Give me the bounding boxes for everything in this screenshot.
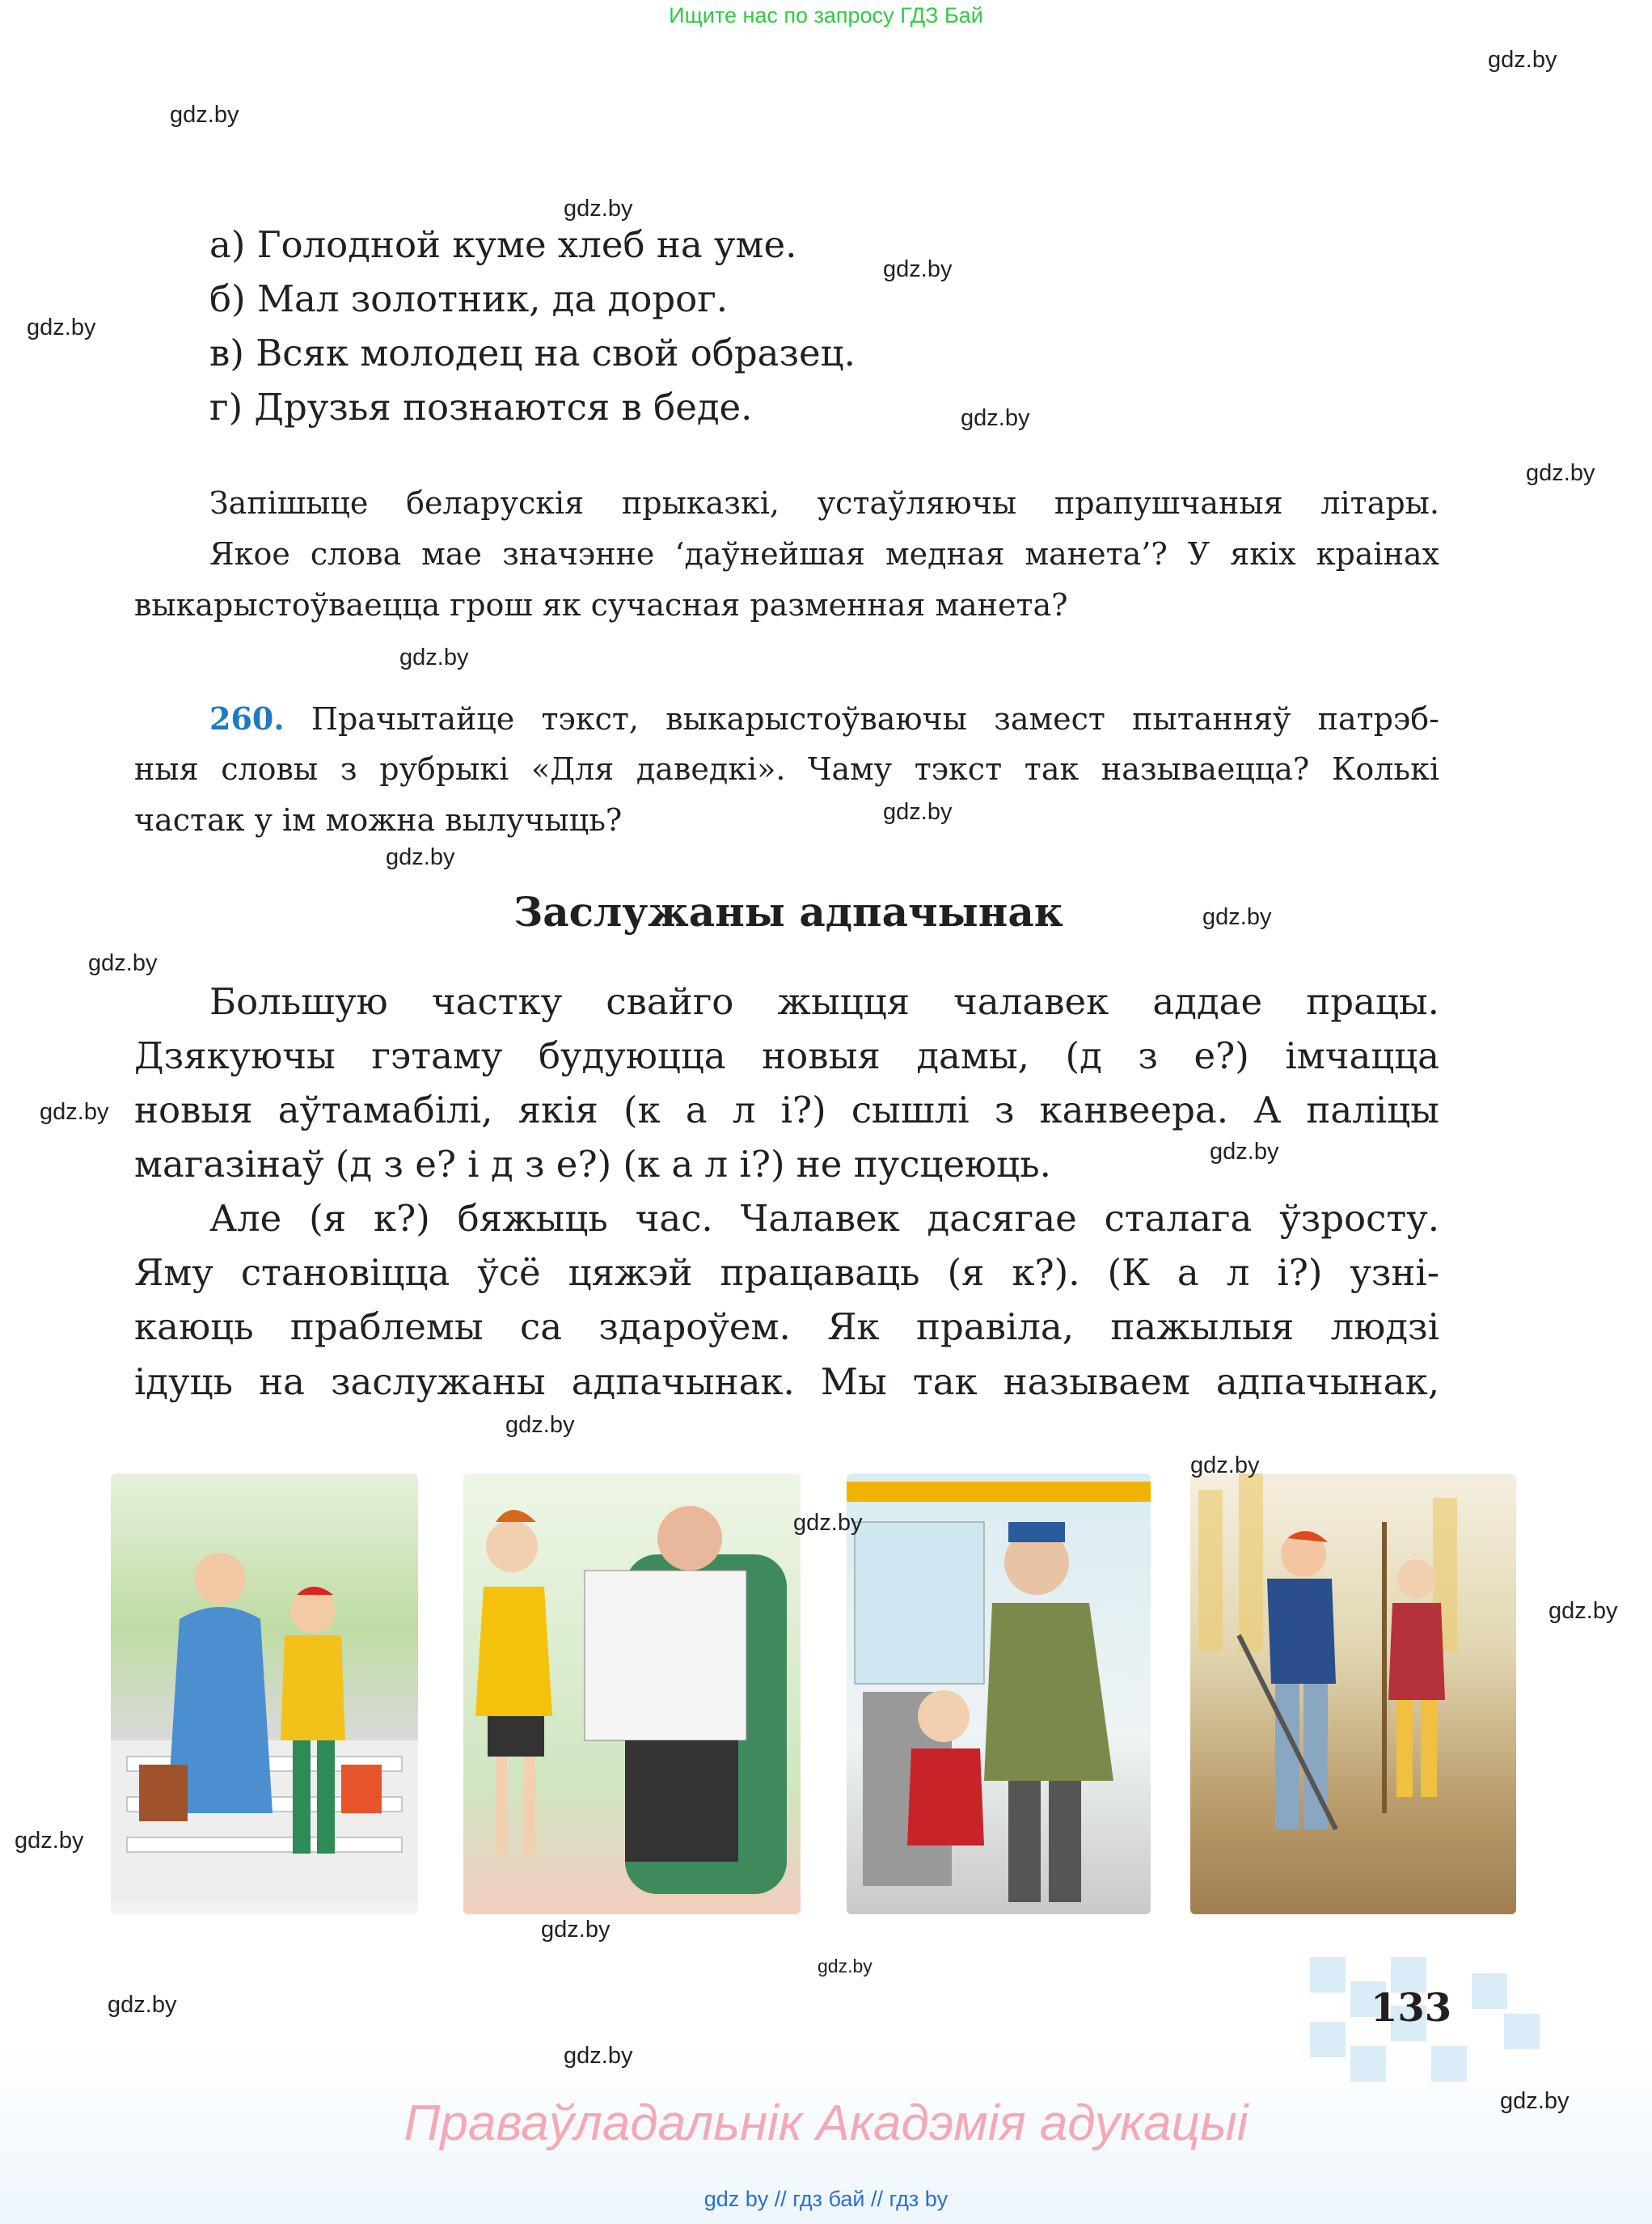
illustration-grandmother-crossing bbox=[111, 1474, 418, 1914]
exercise-line: частак у ім можна вылучыць? bbox=[134, 802, 623, 838]
text-line: магазінаў (д з е? і д з е?) (к а л і?) не пусцеюць. bbox=[134, 1143, 1051, 1186]
watermark: gdz.by bbox=[40, 1099, 109, 1125]
watermark: gdz.by bbox=[15, 1828, 84, 1854]
exercise-text: Прачытайце тэкст, выкарыстоўваючы замест пытанняў патрэб- bbox=[311, 701, 1439, 737]
text-line: Яму становіцца ўсё цяжэй працаваць (я к?). (К а л і?) узні- bbox=[134, 1251, 1439, 1294]
watermark: gdz.by bbox=[170, 102, 239, 128]
watermark: gdz.by bbox=[1548, 1598, 1618, 1624]
proverb-d: г) Друзья познаются в беде. bbox=[209, 386, 753, 429]
page-number: 133 bbox=[1371, 1985, 1452, 2031]
text-line: Але (я к?) бяжыць час. Чалавек дасягае сталага ўзросту. bbox=[209, 1197, 1439, 1240]
task-line: Запішыце беларускія прыказкі, устаўляючы прапушчаныя літары. bbox=[209, 485, 1439, 521]
watermark: gdz.by bbox=[883, 256, 953, 282]
proverb-b: б) Мал золотник, да дорог. bbox=[209, 277, 729, 320]
watermark: gdz.by bbox=[1500, 2088, 1570, 2114]
footer-copyright: Праваўладальнік Акадэмія адукацыі bbox=[403, 2095, 1249, 2151]
watermark: gdz.by bbox=[961, 405, 1030, 431]
exercise-line bbox=[209, 700, 1439, 737]
text-line: каюць праблемы са здароўем. Як правіла, пажылыя людзі bbox=[134, 1305, 1439, 1348]
exercise-number: 260. bbox=[209, 700, 285, 737]
task-line: Якое слова мае значэнне ‘даўнейшая медная манета’? У якіх краінах bbox=[209, 536, 1439, 572]
illustration-girl-grandfather-newspaper bbox=[463, 1474, 801, 1914]
watermark: gdz.by bbox=[818, 1956, 872, 1977]
watermark: gdz.by bbox=[88, 950, 158, 976]
top-banner[interactable]: Ищите нас по запросу ГДЗ Бай bbox=[669, 3, 983, 27]
text-line: ідуць на заслужаны адпачынак. Мы так называем адпачынак, bbox=[134, 1360, 1439, 1403]
illustration-grandfather-bus bbox=[847, 1474, 1151, 1914]
watermark: gdz.by bbox=[1526, 460, 1595, 486]
watermark: gdz.by bbox=[1488, 47, 1557, 73]
illustration-planting-trees bbox=[1190, 1474, 1516, 1914]
watermark: gdz.by bbox=[1202, 904, 1272, 930]
text-line: Дзякуючы гэтаму будуюцца новыя дамы, (д з е?) імчацца bbox=[134, 1034, 1439, 1077]
text-title: Заслужаны адпачынак bbox=[513, 888, 1063, 936]
watermark: gdz.by bbox=[564, 196, 633, 222]
watermark: gdz.by bbox=[399, 645, 469, 670]
proverb-a: а) Голодной куме хлеб на уме. bbox=[209, 223, 797, 266]
watermark: gdz.by bbox=[541, 1917, 611, 1943]
watermark: gdz.by bbox=[564, 2043, 633, 2069]
watermark: gdz.by bbox=[793, 1510, 863, 1536]
watermark: gdz.by bbox=[1210, 1139, 1279, 1165]
watermark: gdz.by bbox=[386, 844, 455, 870]
text-line: новыя аўтамабілі, якія (к а л і?) сышлі з канвеера. А паліцы bbox=[134, 1089, 1439, 1131]
watermark: gdz.by bbox=[27, 315, 96, 340]
exercise-line: ныя словы з рубрыкі «Для даведкі». Чаму тэкст так называецца? Колькі bbox=[134, 751, 1439, 787]
watermark: gdz.by bbox=[505, 1412, 575, 1438]
task-line: выкарыстоўваецца грош як сучасная разменная манета? bbox=[134, 587, 1068, 623]
bottom-links[interactable]: gdz by // гдз бай // гдз by bbox=[703, 2187, 949, 2211]
text-line: Большую частку свайго жыцця чалавек аддае працы. bbox=[209, 980, 1439, 1023]
watermark: gdz.by bbox=[1190, 1452, 1260, 1478]
watermark: gdz.by bbox=[108, 1992, 177, 2018]
watermark: gdz.by bbox=[883, 799, 953, 825]
proverb-c: в) Всяк молодец на свой образец. bbox=[209, 332, 856, 374]
